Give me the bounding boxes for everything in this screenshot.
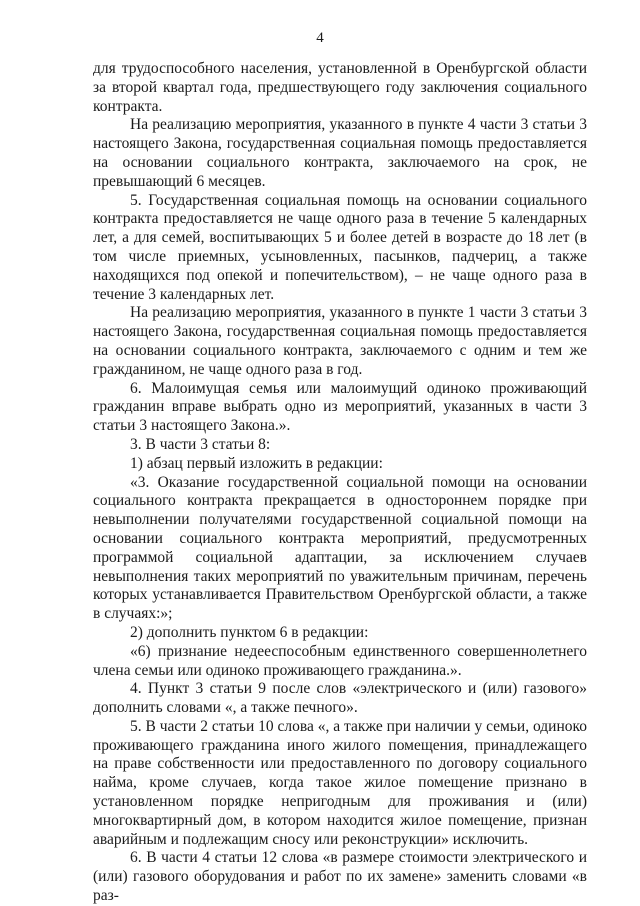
paragraph: На реализацию мероприятия, указанного в пункте 1 части 3 статьи 3 настоящего Закона, государственная социальная помощь предоставляется на основании социального контракта, заключаемого с одним и тем же гражданином, не чаще одного раза в год. [93,304,587,378]
paragraph: На реализацию мероприятия, указанного в пункте 4 части 3 статьи 3 настоящего Закона, государственная социальная помощь предоставляется на основании социального контракта, заключаемого на срок, не превышающий 6 месяцев. [93,116,587,190]
paragraph: 2) дополнить пунктом 6 в редакции: [130,623,369,641]
paragraph: для трудоспособного населения, установленной в Оренбургской области за второй квартал года, предшествующего году заключения социального контракта. [93,60,587,115]
paragraph: 1) абзац первый изложить в редакции: [130,454,383,472]
page-number: 4 [316,30,324,46]
paragraph: 5. Государственная социальная помощь на основании социального контракта предоставляется не чаще одного раза в течение 5 календарных лет, а для семей, воспитывающих 5 и более детей в возрасте до 18 лет (в том числе приемных, усыновленных, пасынков, падчериц, а также находящихся под опекой и попечительством), – не чаще одного раза в течение 3 календарных лет. [93,191,587,303]
paragraph: 6. Малоимущая семья или малоимущий одиноко проживающий гражданин вправе выбрать одно из мероприятий, указанных в части 3 статьи 3 настоящего Закона.». [93,379,587,435]
paragraph: «6) признание недееспособным единственного совершеннолетнего члена семьи или одиноко проживающего гражданина.». [93,642,587,679]
paragraph: 6. В части 4 статьи 12 слова «в размере стоимости электрического и (или) газового оборудования и работ по их замене» заменить словами «в раз- [93,849,587,905]
paragraph: 4. Пункт 3 статьи 9 после слов «электрического и (или) газового» дополнить словами «, а также печного». [93,680,587,717]
document-body [93,60,587,906]
paragraph: «3. Оказание государственной социальной помощи на основании социального контракта прекращается в одностороннем порядке при невыполнении получателями государственной социальной помощи на основании социального контракта мероприятий, предусмотренных программой социальной адаптации, за исключением случаев невыполнения таких мероприятий по уважительным причинам, перечень которых устанавливается Правительством Оренбургской области, а также в случаях:»; [93,473,587,623]
paragraph: 5. В части 2 статьи 10 слова «, а также при наличии у семьи, одиноко проживающего гражданина иного жилого помещения, принадлежащего на праве собственности или предоставленного по договору социального найма, кроме случаев, когда такое жилое помещение признано в установленном порядке непригодным для проживания и (или) многоквартирный дом, в котором находится жилое помещение, признан аварийным и подлежащим сносу или реконструкции» исключить. [93,717,588,848]
paragraph: 3. В части 3 статьи 8: [130,435,271,453]
